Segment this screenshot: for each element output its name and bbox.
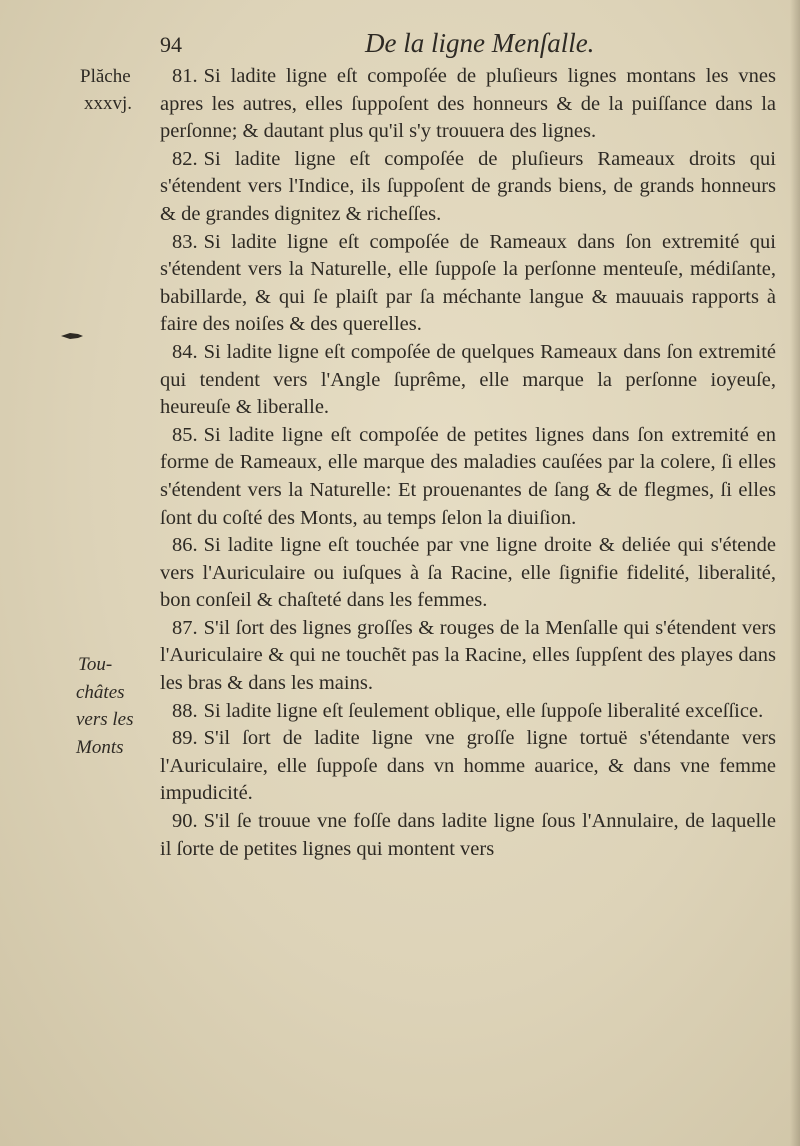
paragraph-number: 85. xyxy=(172,423,198,446)
paragraph-number: 82. xyxy=(172,147,198,170)
paragraph-85 xyxy=(160,422,776,532)
paragraph-number: 81. xyxy=(172,65,198,87)
paragraph-89 xyxy=(160,725,776,808)
paragraph-82 xyxy=(160,146,776,229)
paragraph-text: S'il ſort des lignes groſſes & rouges de la Menſalle qui s'étendent vers l'Auriculaire & qui ne touchẽt pas la Racine, elles ſuppſent des playes dans les bras & dans les mains. xyxy=(160,616,776,695)
paragraph-text: Si ladite ligne eſt compoſée de pluſieurs lignes montans les vnes apres les autres, elles ſuppoſent des honneurs & de la puiſſance dans la perſonne; & dautant plus qu'il s'y trouuera des lignes. xyxy=(160,65,776,143)
body-text xyxy=(160,63,776,863)
paragraph-number: 86. xyxy=(172,534,198,557)
margin-note-line: Tou- xyxy=(78,654,113,675)
margin-note-line: châtes xyxy=(76,681,125,703)
margin-note-line: xxxvj. xyxy=(84,93,133,114)
paragraph-90 xyxy=(160,808,776,863)
paragraph-number: 88. xyxy=(172,699,198,722)
paragraph-number: 83. xyxy=(172,230,198,253)
paragraph-86 xyxy=(160,532,776,615)
running-head: De la ligne Menſalle. xyxy=(365,28,595,58)
paragraph-number: 90. xyxy=(172,810,198,833)
pointing-hand-icon xyxy=(60,330,84,342)
paragraph-number: 89. xyxy=(172,727,198,750)
paragraph-text: Si ladite ligne eſt compoſée de Rameaux dans ſon extremité qui s'étendent vers la Naturelle, elle ſuppoſe la perſonne menteuſe, médiſante, babillarde, & qui ſe plaiſt par ſa méchante langue & mauuais rapports à faire des noiſes & des querelles. xyxy=(160,230,776,336)
paragraph-text: S'il ſe trouue vne foſſe dans ladite ligne ſous l'Annulaire, de laquelle il ſorte de petites lignes qui montent vers xyxy=(160,810,776,860)
paragraph-number: 87. xyxy=(172,616,198,639)
paragraph-text: Si ladite ligne eſt compoſée de pluſieurs Rameaux droits qui s'étendent vers l'Indice, ils ſuppoſent de grands biens, de grands honneurs & de grandes dignitez & richeſſes. xyxy=(160,147,776,225)
paragraph-88 xyxy=(160,698,776,726)
page-header xyxy=(160,26,780,66)
paragraph-text: S'il ſort de ladite ligne vne groſſe ligne tortuë s'étendante vers l'Auriculaire, elle ſuppoſe dans vn homme auarice, & dans vne femme impudicité. xyxy=(160,727,776,805)
margin-note-plache xyxy=(80,63,132,117)
paragraph-text: Si ladite ligne eſt compoſée de petites lignes dans ſon extremité en forme de Rameaux, elle marque des maladies cauſées par la colere, ſi elles s'étendent vers la Naturelle: Et prouenantes de ſang & de flegmes, ſi elles ſont du coſté des Monts, au temps ſelon la diuiſion. xyxy=(160,423,776,529)
paragraph-text: Si ladite ligne eſt ſeulement oblique, elle ſuppoſe liberalité exceſſice. xyxy=(203,699,764,722)
paragraph-83 xyxy=(160,229,776,339)
margin-note-line: Plăche xyxy=(80,66,131,87)
paragraph-87 xyxy=(160,615,776,698)
paragraph-text: Si ladite ligne eſt compoſée de quelques Rameaux dans ſon extremité qui tendent vers l'Angle ſuprême, elle marque la perſonne ioyeuſe, heureuſe & liberalle. xyxy=(160,340,776,419)
paragraph-number: 84. xyxy=(172,340,198,363)
page-number: 94 xyxy=(160,32,182,57)
paragraph-text: Si ladite ligne eſt touchée par vne ligne droite & deliée qui s'étende vers l'Auriculaire ou iuſques à ſa Racine, elle ſignifie fidelité, liberalité, bon conſeil & chaſteté dans les femmes. xyxy=(160,534,776,612)
paragraph-84 xyxy=(160,339,776,422)
margin-note-touchees xyxy=(76,651,134,761)
margin-note-line: vers les xyxy=(76,709,134,731)
paragraph-81 xyxy=(160,63,776,146)
margin-note-line: Monts xyxy=(76,736,124,758)
